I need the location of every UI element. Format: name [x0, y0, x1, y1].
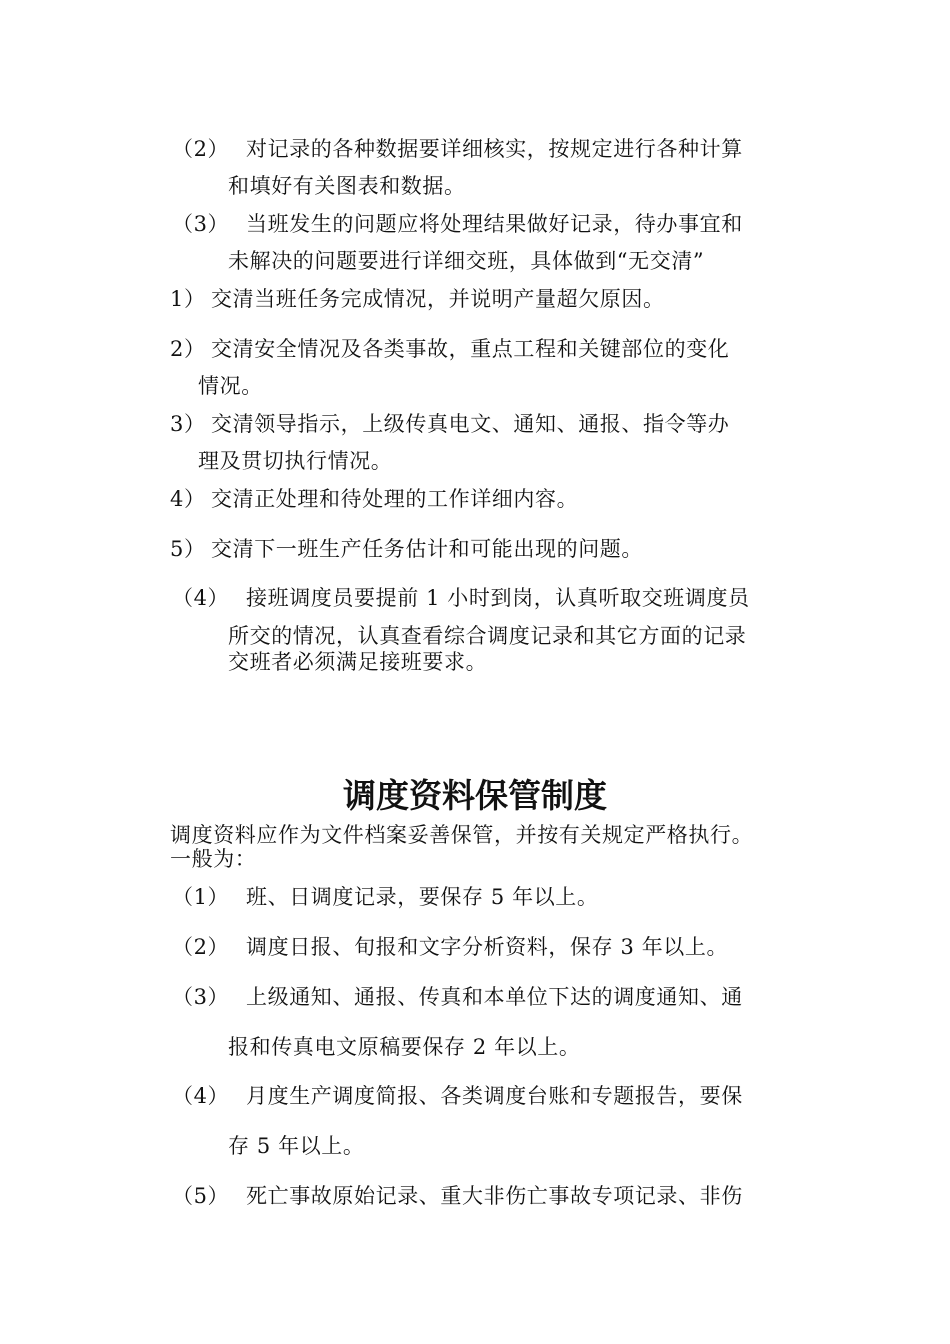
sub-item-4: 4） 交清正处理和待处理的工作详细内容。 — [170, 487, 579, 511]
rule-item-4-line-1: （4） 月度生产调度简报、各类调度台账和专题报告，要保 — [172, 1084, 743, 1108]
item-3-line-1: （3） 当班发生的问题应将处理结果做好记录，待办事宜和 — [172, 212, 743, 236]
rule-item-4-line-2: 存 5 年以上。 — [228, 1134, 365, 1158]
item-4-line-1: （4） 接班调度员要提前 1 小时到岗，认真听取交班调度员 — [172, 586, 750, 610]
item-number: 3） — [170, 412, 206, 436]
sub-item-3-line-1: 3） 交清领导指示，上级传真电文、通知、通报、指令等办 — [170, 412, 730, 436]
item-2-line-2: 和填好有关图表和数据。 — [228, 174, 466, 198]
item-number: （1） — [172, 885, 230, 909]
sub-item-5: 5） 交清下一班生产任务估计和可能出现的问题。 — [170, 537, 643, 561]
item-number: （3） — [172, 212, 230, 236]
item-4-line-3: 交班者必须满足接班要求。 — [228, 650, 488, 674]
item-3-line-2: 未解决的问题要进行详细交班，具体做到“无交清” — [228, 249, 705, 273]
rule-item-2: （2） 调度日报、旬报和文字分析资料，保存 3 年以上。 — [172, 935, 729, 959]
sub-item-1: 1） 交清当班任务完成情况，并说明产量超欠原因。 — [170, 287, 665, 311]
item-number: 4） — [170, 487, 206, 511]
intro-line-2: 一般为： — [170, 847, 257, 871]
item-number: （4） — [172, 1084, 230, 1108]
rule-item-1: （1） 班、日调度记录，要保存 5 年以上。 — [172, 885, 599, 909]
item-number: （2） — [172, 137, 230, 161]
sub-item-2-line-2: 情况。 — [198, 374, 263, 398]
item-number: 5） — [170, 537, 206, 561]
item-number: （5） — [172, 1184, 230, 1208]
intro-line-1: 调度资料应作为文件档案妥善保管，并按有关规定严格执行。 — [170, 823, 754, 847]
item-number: （3） — [172, 985, 230, 1009]
item-4-line-2: 所交的情况，认真查看综合调度记录和其它方面的记录 — [228, 624, 747, 648]
item-number: （4） — [172, 586, 230, 610]
item-number: 1） — [170, 287, 206, 311]
sub-item-3-line-2: 理及贯切执行情况。 — [198, 449, 393, 473]
item-2-line-1: （2） 对记录的各种数据要详细核实，按规定进行各种计算 — [172, 137, 743, 161]
sub-item-2-line-1: 2） 交清安全情况及各类事故，重点工程和关键部位的变化 — [170, 337, 730, 361]
section-title: 调度资料保管制度 — [343, 776, 607, 815]
rule-item-5-line-1: （5） 死亡事故原始记录、重大非伤亡事故专项记录、非伤 — [172, 1184, 743, 1208]
item-number: 2） — [170, 337, 206, 361]
rule-item-3-line-1: （3） 上级通知、通报、传真和本单位下达的调度通知、通 — [172, 985, 743, 1009]
item-number: （2） — [172, 935, 230, 959]
rule-item-3-line-2: 报和传真电文原稿要保存 2 年以上。 — [228, 1035, 581, 1059]
